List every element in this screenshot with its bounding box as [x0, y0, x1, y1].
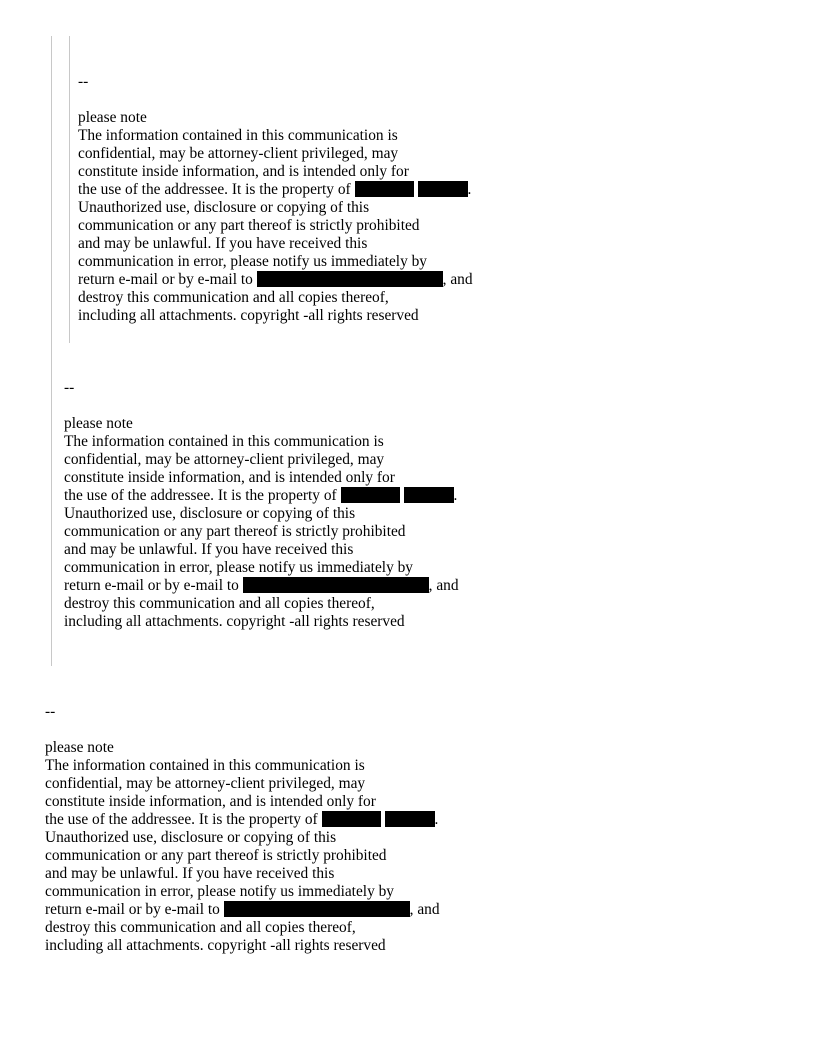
redacted-company-name	[355, 181, 414, 197]
notice-line: confidential, may be attorney-client privileged, may	[45, 775, 366, 792]
redacted-company-name	[404, 487, 454, 503]
notice-heading: please note	[45, 739, 114, 756]
notice-line: including all attachments. copyright -all rights reserved	[64, 613, 405, 630]
notice-line: confidential, may be attorney-client privileged, may	[78, 145, 399, 162]
notice-line: return e-mail or by e-mail to , and	[64, 577, 459, 594]
notice-line: including all attachments. copyright -all rights reserved	[45, 937, 386, 954]
notice-line: The information contained in this communication is	[64, 433, 384, 450]
quote-bar-inner	[69, 36, 70, 343]
notice-line: return e-mail or by e-mail to , and	[78, 271, 473, 288]
quote-bar-outer	[51, 36, 52, 666]
notice-line: including all attachments. copyright -all rights reserved	[78, 307, 419, 324]
notice-line: confidential, may be attorney-client privileged, may	[64, 451, 385, 468]
notice-line: Unauthorized use, disclosure or copying of this	[64, 505, 356, 522]
notice-line: destroy this communication and all copies thereof,	[45, 919, 356, 936]
notice-line: Unauthorized use, disclosure or copying of this	[45, 829, 337, 846]
notice-line: Unauthorized use, disclosure or copying of this	[78, 199, 370, 216]
confidentiality-notice-quoted-2	[78, 73, 473, 325]
notice-line: the use of the addressee. It is the property of .	[45, 811, 439, 828]
notice-line: communication or any part thereof is strictly prohibited	[64, 523, 406, 540]
signature-separator: --	[78, 73, 89, 90]
notice-line: return e-mail or by e-mail to , and	[45, 901, 440, 918]
confidentiality-notice-quoted-1	[64, 379, 459, 631]
redacted-email-address	[224, 901, 410, 917]
notice-line: communication or any part thereof is strictly prohibited	[78, 217, 420, 234]
notice-line: constitute inside information, and is intended only for	[64, 469, 395, 486]
notice-line: the use of the addressee. It is the property of .	[78, 181, 472, 198]
notice-line: and may be unlawful. If you have received this	[78, 235, 368, 252]
redacted-email-address	[257, 271, 443, 287]
notice-line: constitute inside information, and is intended only for	[78, 163, 409, 180]
notice-line: the use of the addressee. It is the property of .	[64, 487, 458, 504]
notice-line: destroy this communication and all copies thereof,	[78, 289, 389, 306]
signature-separator: --	[45, 703, 56, 720]
notice-line: communication in error, please notify us immediately by	[45, 883, 395, 900]
notice-line: communication in error, please notify us immediately by	[78, 253, 428, 270]
redacted-company-name	[322, 811, 381, 827]
notice-heading: please note	[78, 109, 147, 126]
redacted-company-name	[418, 181, 468, 197]
notice-line: The information contained in this communication is	[45, 757, 365, 774]
notice-line: communication in error, please notify us immediately by	[64, 559, 414, 576]
notice-line: communication or any part thereof is strictly prohibited	[45, 847, 387, 864]
notice-line: The information contained in this communication is	[78, 127, 398, 144]
notice-line: and may be unlawful. If you have received this	[64, 541, 354, 558]
notice-line: constitute inside information, and is intended only for	[45, 793, 376, 810]
confidentiality-notice	[45, 703, 440, 955]
notice-line: and may be unlawful. If you have received this	[45, 865, 335, 882]
notice-line: destroy this communication and all copies thereof,	[64, 595, 375, 612]
signature-separator: --	[64, 379, 75, 396]
redacted-company-name	[385, 811, 435, 827]
notice-heading: please note	[64, 415, 133, 432]
redacted-email-address	[243, 577, 429, 593]
redacted-company-name	[341, 487, 400, 503]
